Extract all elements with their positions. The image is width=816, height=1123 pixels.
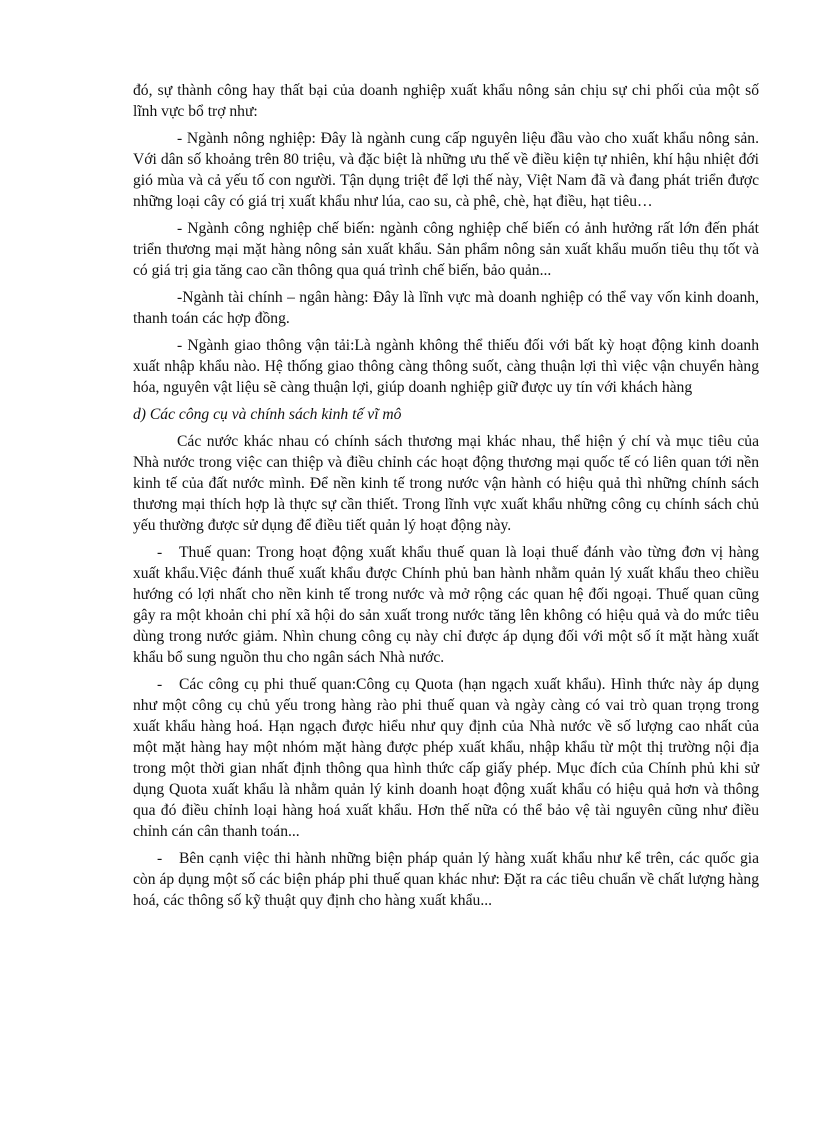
paragraph-trade-policy: Các nước khác nhau có chính sách thương mại khác nhau, thể hiện ý chí và mục tiêu của Nhà nước trong việc can thiệp và điều chỉnh các hoạt động thương mại quốc tế có liên quan tới nền kinh tế của đất nước mình. Để nền kinh tế trong nước vận hành có hiệu quả thì những chính sách thương mại thích hợp là thực sự cần thiết. Trong lĩnh vực xuất khẩu những công cụ chính sách chủ yếu thường được sử dụng để điều tiết quản lý hoạt động này. (133, 433, 759, 534)
paragraph-intro: đó, sự thành công hay thất bại của doanh nghiệp xuất khẩu nông sản chịu sự chi phối của một số lĩnh vực bổ trợ như: (133, 82, 759, 120)
document-page (133, 80, 759, 917)
paragraph-transport: - Ngành giao thông vận tải:Là ngành không thể thiếu đối với bất kỳ hoạt động kinh doanh xuất nhập khẩu nào. Hệ thống giao thông càng thông suốt, càng thuận lợi thì việc vận chuyển hàng hóa, nguyên vật liệu sẽ càng thuận lợi, giúp doanh nghiệp giữ được uy tín với khách hàng (133, 337, 759, 396)
bullet-tariffs-text: Thuế quan: Trong hoạt động xuất khẩu thuế quan là loại thuế đánh vào từng đơn vị hàng xuất khẩu.Việc đánh thuế xuất khẩu được Chính phủ ban hành nhằm quản lý xuất khẩu theo chiều hướng có lợi nhất cho nền kinh tế trong nước và mở rộng các quan hệ đối ngoại. Thuế quan cũng gây ra một khoản chi phí xã hội do sản xuất trong nước tăng lên không có hiệu quả và do mức tiêu dùng trong nước giảm. Nhìn chung công cụ này chỉ được áp dụng đối với một số ít mặt hàng xuất khẩu bổ sung nguồn thu cho ngân sách Nhà nước. (133, 544, 759, 666)
section-heading-macro-policy: d) Các công cụ và chính sách kinh tế vĩ mô (133, 406, 402, 423)
bullet-other-measures (133, 848, 759, 911)
paragraph-finance-banking: -Ngành tài chính – ngân hàng: Đây là lĩnh vực mà doanh nghiệp có thể vay vốn kinh doanh, thanh toán các hợp đồng. (133, 289, 759, 327)
bullet-other-measures-text: Bên cạnh việc thi hành những biện pháp quản lý hàng xuất khẩu như kể trên, các quốc gia còn áp dụng một số các biện pháp phi thuế quan khác như: Đặt ra các tiêu chuẩn về chất lượng hàng hoá, các thông số kỹ thuật quy định cho hàng xuất khẩu... (133, 850, 759, 909)
paragraph-processing-industry: - Ngành công nghiệp chế biến: ngành công nghiệp chế biến có ảnh hưởng rất lớn đến phát triển thương mại mặt hàng nông sản xuất khẩu. Sản phẩm nông sản xuất khẩu muốn tiêu thụ tốt và có giá trị gia tăng cao cần thông qua quá trình chế biến, bảo quản... (133, 220, 759, 279)
bullet-tariffs (133, 542, 759, 668)
paragraph-agriculture: - Ngành nông nghiệp: Đây là ngành cung cấp nguyên liệu đầu vào cho xuất khẩu nông sản. Với dân số khoảng trên 80 triệu, và đặc biệt là những ưu thế về điều kiện tự nhiên, khí hậu nhiệt đới gió mùa và cả yếu tố con người. Tận dụng triệt để lợi thế này, Việt Nam đã và đang phát triển được những loại cây có giá trị xuất khẩu như lúa, cao su, cà phê, chè, hạt điều, hạt tiêu… (133, 130, 759, 210)
bullet-non-tariff-tools-text: Các công cụ phi thuế quan:Công cụ Quota (hạn ngạch xuất khẩu). Hình thức này áp dụng như một công cụ chủ yếu trong hàng rào phi thuế quan và ngày càng có vai trò quan trọng trong xuất khẩu hàng hoá. Hạn ngạch được hiểu như quy định của Nhà nước về số lượng cao nhất của một mặt hàng hay một nhóm mặt hàng được phép xuất khẩu, nhập khẩu từ một thị trường nội địa trong một thời gian nhất định thông qua hình thức cấp giấy phép. Mục đích của Chính phủ khi sử dụng Quota xuất khẩu là nhằm quản lý kinh doanh hoạt động xuất khẩu có hiệu quả hơn và thông qua đó điều chỉnh loại hàng hoá xuất khẩu. Hơn thế nữa có thể bảo vệ tài nguyên cũng như điều chỉnh cán cân thanh toán... (133, 676, 759, 840)
bullet-dash: - (157, 544, 163, 561)
bullet-dash: - (157, 676, 163, 693)
bullet-dash: - (157, 850, 163, 867)
bullet-non-tariff-tools (133, 674, 759, 842)
